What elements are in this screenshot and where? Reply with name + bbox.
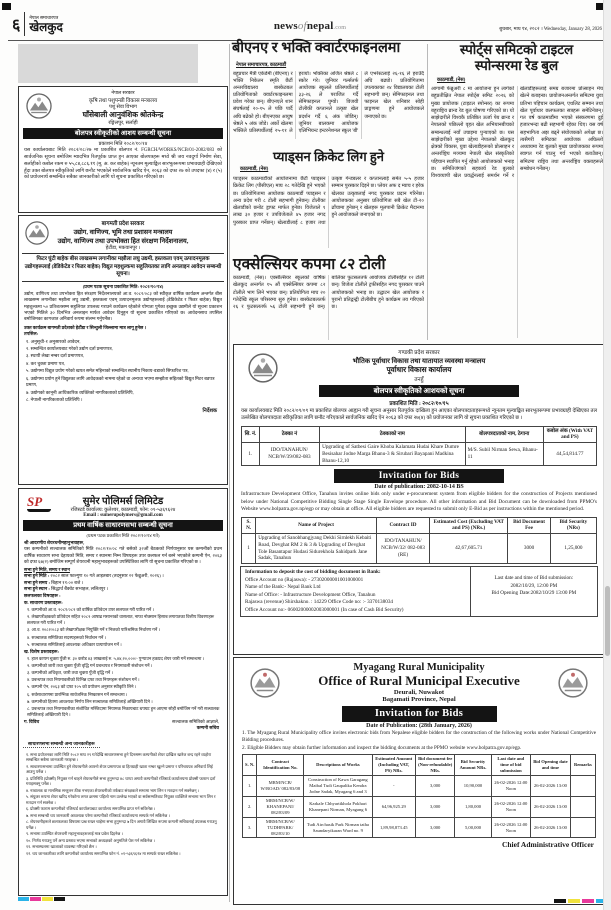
cell-amount: 44,54,814.77: [543, 443, 596, 466]
agm-when-rows: [19, 573, 227, 592]
cell-opening: 26-02-2026 13:00: [531, 775, 571, 796]
publication-date: (प्रथम पटक प्रकाशित मिति २०८२/१०/१४ गते): [86, 533, 160, 538]
article-body-padson: [233, 176, 424, 248]
col-header: Bid Document Fee: [508, 517, 551, 534]
cell-last-date: 26-02-2026 12:00 Noon: [491, 817, 531, 838]
list-item: १२. थप जानकारीका लागि कम्पनीको कार्यालय समयभित्र फोन नं. ०१-५३६९६२४ मा सम्पर्क राख्न सकिनेछ ।: [26, 850, 181, 856]
invitation-bar: Invitation for Bids: [334, 469, 504, 483]
gov-line: बागमती प्रदेश सरकार: [101, 221, 145, 227]
company-address: रजिस्टर्ड कार्यालय: कुलेश्वर, काठमाडौं, फोन: ०१-५३६९६२४: [70, 508, 176, 513]
province-emblem-icon: [248, 353, 278, 383]
col-header: Estimated Amount (Including VAT, PS) NRs.: [372, 754, 415, 775]
col-header: ठेक्काको नाम: [320, 426, 466, 443]
table-row: [243, 796, 596, 817]
municipality-logo-icon: [250, 668, 280, 698]
list-item: ३. आ.व. २०८२/०८३ को लेखापरीक्षक नियुक्ति गर्ने र निजको पारिश्रमिक निर्धारण गर्ने ।: [27, 627, 160, 633]
cell-last-date: 26-02-2026 12:00 Noon: [491, 796, 531, 817]
list-item: ५. सञ्चालक समितिलाई आवश्यक अधिकार प्रत्यायोजन गर्ने ।: [27, 641, 122, 647]
article-headline-padson: प्याड्सन क्रिकेट लिग हुने: [272, 149, 385, 164]
col-header: Bid Opening date and time: [531, 754, 571, 775]
list-item: ५. कम्पनी ऐन, २०६३ को दफा १०५ को प्रयोजन अनुसार स्वीकृति लिने ।: [27, 684, 137, 690]
table-row: [243, 817, 596, 838]
office-name: उद्योग, वाणिज्य तथा उपभोक्ता हित संरक्षण निर्देशनालय,: [57, 238, 189, 245]
table-header-row: [242, 517, 597, 534]
list-item: १. कम्पनीको आ.व. २०८१/०८२ को वार्षिक प्रतिवेदन उपर छलफल गरी पारित गर्ने ।: [27, 607, 154, 613]
table-row: [242, 534, 597, 564]
header-divider: [24, 12, 25, 36]
list-item: ३. प्रतिनिधि (प्रोक्सी) नियुक्त गर्न चाहने शेयरधनीले सभा हुनुभन्दा ४८ घण्टा अगावै कम्पनीको रजिस्टर्ड कार्यालयमा प्रोक्सी फाराम दर्ता गराइसक्नु पर्नेछ ।: [26, 775, 216, 787]
cell-opening: 26-02-2026 13:00: [531, 817, 571, 838]
publication-date: प्रकाशन मिति २०८२/१०/१४: [98, 142, 148, 147]
special-proposals: [19, 656, 227, 718]
cell-contract-id: IDO/TANAHUN/ NCB/W/32/ 082-083 (RE): [376, 534, 429, 564]
grayscale-image-placeholder: [18, 44, 198, 83]
print-corner-mark: [2, 3, 11, 10]
when-label-venue: सभा हुने स्थान :: [24, 585, 50, 591]
office-location: तनहुँ: [414, 377, 424, 383]
list-item: १. हाल कायम चुक्ता पुँजी रु. ३० करोड ४३ लाखलाई रु. ५,४४,२०,०००/- पुर्‍याउन हकप्रद शेयर जारी गर्ने सम्बन्धमा ।: [27, 656, 205, 662]
list-item: २. साधारणसभामा उपस्थित हुने शेयरधनीले आफ्नो शेयर प्रमाणपत्र वा हितग्राही खाता नम्बर खुल्ने प्रमाण र परिचयपत्र अनिवार्य लिई आउनु पर्नेछ ।: [26, 763, 213, 775]
agenda-label: छलफलका विषयहरू :: [24, 593, 61, 599]
yellow-patch: [42, 897, 53, 901]
cell-sn: 2.: [243, 796, 257, 817]
signer: निर्देशक: [202, 408, 217, 415]
when-label: सभा हुने मिति, समय र स्थान: [24, 566, 70, 572]
list-item: ७. कम्पनीको हितमा आवश्यक निर्णय लिन सञ्चालक समितिलाई अख्तियारी दिने ।: [27, 698, 153, 704]
list-item: ४. नाबालक वा मानसिक सन्तुलन ठीक नभएका शेयरधनीको तर्फबाट संरक्षकले सभामा भाग लिन र मतदान गर्न सक्नेछन् ।: [26, 787, 200, 793]
col-header: Descriptions of Works: [304, 754, 372, 775]
col-header: ठेक्का नं: [259, 426, 319, 443]
cyan-patch: [18, 897, 29, 901]
cell-security: 5,00,000: [455, 817, 491, 838]
list-item: ८. प्रबन्धपत्र तथा नियमावलीका संशोधित मस्जिदामा नियामक निकायबाट थपघट हुन आएमा सोही बमोजिम गर्ने गरी सञ्चालक समितिलाई अख्तियारी दिने ।: [27, 705, 220, 717]
invitation-body: Infrastructure Development Office, Tanahun invites online bids only under e-procurement system from eligible bidders for the construction of Projects mentioned below under National Competitive Bidding Single Stage Single Envelope procedure. All other information and Bid Document can be downloaded from PPMO's Website www.bolpatra.gov.np/egp or may obtain at office. All eligible bidders are requested to submit only E-Bid as per instructions within the mentioned period.: [241, 491, 597, 513]
gov-line: कृषि तथा पशुपन्छी विकास मन्त्रालय: [88, 98, 158, 104]
brand-nepal: nepal: [306, 20, 334, 32]
province-emblem-icon: [25, 221, 49, 245]
list-item: ६. उद्योगमा प्रयोग हुने विद्युतका लागि आवेदकको नाममा रहेको वा अन्यथा भएमा सम्झौता सहितको विद्युत मिटर बडपत्र प्रमाण,: [26, 375, 215, 388]
company-email: Email : sumerupolymers@gmail.com: [83, 513, 163, 518]
signature-block: [172, 719, 219, 732]
cell-fee: 3,000: [415, 775, 455, 796]
list-item: १०. निर्णय गराउनु पर्ने अन्य प्रस्ताव भएमा सभाको अध्यक्षको अनुमतिले पेश गर्न सकिनेछ ।: [26, 837, 155, 843]
gov-line: उद्योग, वाणिज्य, भूमि तथा प्रशासन मन्त्रालय: [73, 229, 173, 236]
municipality-logo-icon: [558, 668, 588, 698]
list-item: ४. प्रबन्धपत्र तथा नियमावलीको विभिन्न दफा तथा नियमहरू संशोधन गर्ने ।: [27, 677, 140, 683]
article-text: बहुप्रचार मैत्री एकेडेमी (बीएनए) र भक्ति निकेतन स्मृति छैटौं अन्तरविद्यालय बास्केटबल प्रतियोगिताको क्वार्टरफाइनलमा प्रवेश गरेका छन्। बीएनएले शान संघर्षलाई २०-१५ ले पछि पार्दै अघि बढेको हो। बीएनएका आयुष श्रेष्ठले ५ अंक जोडे। अर्को खेलमा भक्तिले प्रतिस्पर्धीलाई २५-११ ले हरायो। भक्तिका अजित श्रेष्ठले ८ स्कोर गरे। जुनियर गर्ल्सतर्फ आयोजक स्कूलले प्रतिस्पर्धीलाई ३३-२६ ले पराजित गर्दै सेमिफाइनल पुग्यो। विजयी टोलीकी कप्तानले उत्कृष्ट खेल प्रदर्शन गर्दै ६ अंक जोडिन्। जुनियर बालकमा आयोजक एलिभियन्ट इन्टरनेशनल स्कूल 'बी' ले एभरेस्टलाई २६-१६ ले हराउँदै अघि बढ्यो। प्रतियोगितामा उपत्यकाका २४ विद्यालयका टोली सहभागी छन्। सेमिफाइनल तथा फाइनल खेल शनिबार सोही प्राङ्गणमा हुने आयोजकले जनाएको छ।: [233, 72, 424, 134]
table-row: [243, 775, 596, 796]
cell-fee: 3000: [508, 534, 551, 564]
cell-sn: 3.: [243, 817, 257, 838]
col-header: Bid document fee (Non-refundable) NRs.: [415, 754, 455, 775]
column-rule-right: [427, 44, 428, 340]
notice-ido-tanahun: [233, 344, 605, 655]
article-headline-bna: बीएनए र भक्ति क्वार्टरफाइनलमा: [232, 40, 401, 56]
municipality-name: Myagang Rural Municipality: [353, 662, 485, 673]
cell-remarks: [570, 796, 595, 817]
bid-table: [241, 517, 597, 565]
list-item: ४. सञ्चालक समितिका सदस्यहरूको निर्वाचन गर्ने ।: [27, 634, 106, 640]
col-header: Bid Security (NRs): [550, 517, 596, 534]
general-proposals-label: क. साधारण प्रस्तावहरू:: [24, 599, 63, 605]
notice-agriculture-tender: [18, 86, 228, 213]
invitation-paragraph: 1. The Myagang Rural Municipality office invites electronic bids from Nepalese eligible bidders for the construction of the following works under National Competitive Bidding procedures.: [242, 730, 596, 744]
bank-line: Office Account no (Rajaswa): - 27302000001001000001: [245, 576, 364, 583]
col-header: Contract ID: [376, 517, 429, 534]
black-patch: [554, 899, 566, 903]
government-emblem-icon: [26, 93, 52, 119]
bank-line: Rajaswa (revenue) Shirshakno. : 14229 Office Code no: :- 3370138034: [245, 599, 394, 606]
tapasil-label: तपसिल:: [24, 331, 39, 337]
list-item: ५. उद्योगमा विद्युत प्रयोग गरेको खपत समेत महिनाको सम्बन्धित स्थानीय निकाय-वडाको सिफारिश पत्र,: [26, 368, 189, 374]
company-name: सुमेर पोलिमर्स लिमिटेड: [82, 496, 164, 507]
newspaper-brand: [250, 20, 370, 32]
dateline: बुधबार, माघ १४, २०८२ । Wednesday, January 28, 2026: [499, 27, 602, 32]
brand-of: of: [297, 20, 307, 32]
document-checklist: [19, 339, 227, 404]
gov-line: गण्डकी प्रदेश सरकार: [398, 350, 440, 356]
cell-estimate: -: [372, 775, 415, 796]
table-header-row: [243, 754, 596, 775]
table-row: [242, 443, 597, 466]
office-name: Office of Rural Municipal Executive: [318, 673, 520, 688]
page-header-left: [12, 12, 63, 36]
page-number: ६: [12, 17, 21, 34]
col-header: बोलपत्रदाताको नाम, ठेगाना: [465, 426, 543, 443]
gov-line: नेपाल सरकार: [111, 91, 135, 96]
list-item: ११. सभास्थलमा खाजाको व्यवस्था गरिएको छैन ।: [26, 844, 97, 850]
list-item: ५. संयुक्त रूपमा शेयर खरिद गरेकोमा लगत क्रममा पहिलो नाम उल्लेख भएको वा सर्वसम्मतिबाट नियुक्त व्यक्तिले सभामा भाग लिन र मतदान गर्न सक्नेछ ।: [26, 794, 216, 805]
list-item: २. कम्पनीको जारी तथा चुक्ता पुँजी वृद्धि गर्न प्रबन्धपत्र र नियमावली संशोधन गर्ने ।: [27, 663, 153, 669]
scrollbar-thumb[interactable]: [605, 586, 610, 656]
cell-description: Karkale Chhyartikhola Pokhari Khanepani Nirman, Myagang 6: [304, 796, 372, 817]
bank-details: [241, 567, 471, 616]
list-item: ६. प्रोक्सी फाराम कम्पनीको रजिस्टर्ड कार्यालयबाट कार्यालय समयभित्र प्राप्त गर्न सकिनेछ ।: [26, 806, 156, 812]
list-item: ८. शेयरधनीहरूले छलफलका विषयमा प्रश्न राख्न चाहेमा सभा हुनुभन्दा ७ दिन अगावै लिखित रूपमा कम्पनी सचिवलाई उपलब्ध गराउनु पर्नेछ ।: [26, 819, 217, 830]
general-proposals: [19, 607, 227, 647]
headline-line1: स्पोर्ट्स समिटको टाइटल: [459, 42, 574, 57]
col-header: Contract Identification No.: [257, 754, 304, 775]
cell-sn: 1: [242, 534, 256, 564]
notice-sumer-polymers-agm: [18, 488, 228, 896]
yellow-patch: [568, 899, 580, 903]
cell-contract: IDO/TANAHUN/ NCB/W/39/082-083: [259, 443, 319, 466]
cell-estimate: 64,96,925.29: [372, 796, 415, 817]
article-byline-redbull: काठमाडौं, (नेस): [437, 78, 466, 83]
sp-logo-text: SP: [27, 494, 43, 509]
bank-line: Name of Office: - Infrastructure Development Office, Tanahun: [245, 591, 376, 598]
list-item: ७. सभा सम्बन्धी थप जानकारी आवश्यक परेमा कम्पनीको रजिस्टर्ड कार्यालयमा सम्पर्क गर्न सकिनेछ ।: [26, 812, 170, 818]
cell-bidder: M/S. Subil Nirman Sewa, Bhanu-11: [465, 443, 543, 466]
headline-line2: स्पोन्सरमा रेड बुल: [474, 58, 559, 74]
list-item: १. अनुसूची-१ अनुसारको आवेदन,: [26, 338, 81, 344]
misc-item: ग. विविध: [24, 718, 40, 724]
magenta-patch: [30, 897, 41, 901]
notice-title-bar: प्रथम वार्षिक साधारणसभा सम्बन्धी सूचना: [23, 520, 223, 531]
article-byline-padson: काठमाडौं, (नेस): [240, 167, 269, 172]
other-info-label: साधारणसभा सम्बन्धी अन्य जानकारीहरू: [23, 741, 100, 748]
publication-date: Date of Publication: (28th January, 2026): [366, 723, 472, 729]
cell-security: 1,80,000: [455, 796, 491, 817]
article-body-bna: [233, 71, 424, 139]
cell-sn: 1.: [243, 775, 257, 796]
signature-line1: सञ्चालक समितिको आज्ञाले,: [171, 718, 219, 724]
intent-award-table: [241, 426, 597, 467]
article-headline-excelsior: एक्सेल्सियर कपमा ८२ टोली: [233, 256, 386, 273]
notice-title-bar: बोलपत्र स्वीकृतिको आशयको सूचना: [319, 385, 519, 397]
cell-fee: 3,000: [415, 796, 455, 817]
province-line: Bagamati Province, Nepal: [382, 696, 456, 703]
bid-table: [242, 754, 596, 839]
notice-note: उक्त कार्यक्रम बागमती प्रदेशको हेटौंडा र सिन्धुली जिल्लामा मात्र लागू हुनेछ ।: [24, 324, 147, 330]
bank-info-box: [240, 566, 598, 617]
table-header-row: [242, 426, 597, 443]
masthead-small: नेपाल समाचारपत्र: [29, 14, 59, 20]
article-text: काठमाडौं, (नेस)। एक्सेल्सियर स्कूलको वार्षिक खेलकुद अन्तर्गत १५ औं एक्सेल्सियर कपमा ८२ टोलीले भाग लिने भएका छन्। प्रतियोगिता माघ २० गतेदेखि स्कूल परिसरमा सुरु हुनेछ। बास्केटबलतर्फ २६ र फुटसलतर्फ ५६ टोली सहभागी हुने छन्। बालिका फुटसलतर्फ आयोजक टोलीसहित १२ टोली छन्। विजेता टोलीले ट्रफीसहित नगद पुरस्कार पाउने आयोजकको भनाइ छ। उद्घाटन खेल आयोजक र पुरानो प्रतिद्वन्द्वी टोलीबीच हुने कार्यक्रम तय गरिएको छ।: [233, 276, 424, 310]
article-body-excelsior: [233, 275, 424, 340]
bid-deadline: [471, 567, 597, 616]
article-byline-bna: नेपाल समाचारपत्र, काठमाडौं: [236, 63, 287, 68]
list-item: ४. कर चुक्ता प्रमाण पत्र,: [26, 360, 65, 366]
column-rule-left: [229, 44, 230, 902]
cell-project: Upgrading of Sanobhangjyang Dekhi Sirnlekh Kebaiti Road, Devghat RM 2 & 3 & Upgrading of Devghat Tole Basantapur Hudasi Sidurekhola Sahidpark Jane Sadak, Tanahun: [256, 534, 377, 564]
article-text: प्याड्सन काठमाडौंको आयोजनामा छैटौं प्याड्सन क्रिकेट लिग (पीसीएल) माघ २८ गतेदेखि हुने भएको छ। प्रतियोगितामा आयोजक काठमाडौं प्याड्सन र अन्य प्रदेश गरी ८ टोली सहभागी हुनेछन्। टोलीका खेलाडीको छनोट ड्राफ्ट मार्फत हुनेछ। विजेताले १ लाख ३० हजार र उपविजेताले ४५ हजार नगद पुरस्कार प्राप्त गर्नेछन्। खेलाडीलाई ८ हजार तथा उत्कृष्ट गेन्डबलर र कप्तानलाई समेत ५-५ हजार सम्मान पुरस्कार दिइने छ। प्लेयर अफ द म्याच र हरेक खेलका उत्कृष्टलाई नगद पुरस्कार प्रदान गरिनेछ। आयोजकका अनुसार प्रतियोगिता सबै खेल टी-२० ढाँचामा हुनेछन् र खेलहरू मूलपानी क्रिकेट मैदानमा हुने आयोजकले जनाएको छ।: [233, 177, 424, 226]
cell-description: Construction of Kawa Garagang Maibal Tudi Gaupalika Kendra Jodne Sadak, Myagang 6 and 3: [304, 775, 372, 796]
article-headline-redbull: [429, 42, 604, 74]
sp-logo-swoosh: [27, 509, 51, 512]
notice-myagang-bids: [233, 657, 605, 905]
cell-description: Tudi Airchasik Park Nirman tatha Saundaryikaran Ward no. 9: [304, 817, 372, 838]
black-patch: [54, 897, 65, 901]
when-value-time: बिहान ११:०० बजे ।: [51, 579, 84, 585]
notice-industry-electricity: [18, 215, 228, 485]
list-item: ६. सर्वसाधारणमा प्रारम्भिक सार्वजनिक निष्कासन गर्ने सम्बन्धमा ।: [27, 691, 128, 697]
print-color-bar-right: [554, 899, 605, 903]
when-label-time: सभा हुने समय :: [24, 579, 51, 585]
list-item: २. लेखापरीक्षकको प्रतिवेदन सहित २०८२ आषाढ मसान्तको वासलात, नाफा नोक्सान हिसाब लगायतका वित्तीय विवरणहरू छलफल गरी पारित गर्ने ।: [27, 614, 215, 626]
agm-other-info: [19, 751, 227, 857]
office-location: हेटौंडा, मकवानपुर ।: [105, 246, 141, 251]
gov-line: भौतिक पूर्वाधार विकास तथा यातायात व्यवस्था मन्त्रालय: [352, 358, 486, 365]
cell-name: Upgrading of Satbesi Gaire Khoba Kalamata Hudai Khare Dumre Besisahar Jodne Marga Bhanu-3 & Sirubari Bayapani Madkina Bhanu-12,10: [320, 443, 466, 466]
bank-line: Office Account no:- 06002000002003000001 (In case of Cash Bid Security): [245, 606, 404, 613]
col-header: कबोल अंक (With VAT and PS): [543, 426, 596, 443]
bank-line: Name of the Bank:- Nepal Bank Ltd: [245, 584, 321, 591]
list-item: ३. कम्पनीको अधिकृत, जारी तथा चुक्ता पुँजी वृद्धि गर्ने ।: [27, 670, 113, 676]
list-item: ९. सभामा उपस्थित शेयरधनी महानुभावहरूलाई मात्र प्रवेश दिइनेछ ।: [26, 831, 123, 837]
office-name: पूर्वाधार विकास कार्यालय: [386, 365, 452, 374]
bank-title: Information to deposit the cost of bidding document in Bank:: [245, 569, 381, 576]
when-label-date: सभा हुने मिति :: [24, 573, 50, 579]
publication-date: प्रकाशित मिति : २०८२/१०/१५: [389, 401, 449, 407]
notice-title-bar: बोलपत्र स्वीकृतीको आशय सम्बन्धी सूचना: [23, 128, 223, 139]
signer: Chief Administrative Officer: [501, 840, 594, 850]
list-item: १. सभा प्रयोजनका लागि मिति २०८२ माघ २९ गतेदेखि साधारणसभा हुने दिनसम्म कम्पनीको शेयर दाखिल खारेज बन्द रहने व्यहोरा सम्बन्धित सबैमा जानकारी गराइन्छ ।: [26, 751, 212, 763]
scrollbar-track[interactable]: [603, 0, 611, 910]
list-item: ७. उद्योगको कानूनी आधिकारिक व्यक्तिको नागरिकताको प्रतिलिपि,: [26, 389, 134, 395]
col-header: S. N.: [243, 754, 257, 775]
cell-contract-id: MRM/NCB/W/ KHANEPANI/ 082/83/09: [257, 796, 304, 817]
agm-intro: यस कम्पनीको सञ्चालक समितिको मिति २०८२/१०/०८ गते बसेको ३२औं बैठकको निर्णयानुसार यस कम्पनीको प्रथम वार्षिक साधारण सभा देहायको मिति, समय र स्थानमा निम्न विषयहरू उपर छलफल गर्न बस्ने भएकोले कम्पनी ऐन, २०६३ को दफा ६७(२) बमोजिम सम्पूर्ण शेयरधनी महानुभावहरूको उपस्थितिका लागि यो सूचना प्रकाशित गरिएको छ ।: [24, 546, 222, 565]
cell-opening: 26-02-2026 13:00: [531, 796, 571, 817]
col-header: S. N.: [242, 517, 256, 534]
publication-date: (प्रथम पटक सूचना प्रकाशित मिति: २०८२/१०/१४): [82, 283, 164, 289]
col-header: सि. नं.: [242, 426, 260, 443]
notice-body: यस कार्यालयबाट मिति २०८२/०९/०९ मा प्रकाशित बोलपत्र आह्वान गरी सूचना अनुसार रितपूर्वक दाखिला हुन आएका बोलपत्रदाताहरूमध्ये न्यूनतम मूल्याङ्कित सारभूतरूपमा प्रभावग्राही देखिएका तल उल्लेखित बोलपत्रदाता स्वीकृतिका लागि छनौट गरिएकाले सार्वजनिक खरिद ऐन २०६३ को दफा २७(४) को प्रयोजनका लागि यो सूचना प्रकाशित गरिएको छ ।: [241, 408, 597, 422]
brand-tld: .com: [333, 25, 347, 31]
cell-last-date: 26-02-2026 12:00 Noon: [491, 775, 531, 796]
article-text: आगामी फेब्रुअरी ८ मा आयोजना हुन लागेको बहुप्रतीक्षित नेपाल स्पोर्ट्स समिट २०२६ को मुख्य प्रायोजक (टाइटल स्पोन्सर) का रूपमा बहुराष्ट्रिय ब्रान्ड रेड बुल घोषणा गरिएको छ। यो साझेदारीले विश्वकै प्रतिष्ठित ऊर्जा पेय ब्रान्ड र नेपालको पछिल्लो वृहत खेल अभियानबीचको सम्बन्धलाई नयाँ उचाइमा पुर्‍याएको छ। यस साझेदारीको मुख्य उद्देश्य नेपालको खेलकुद क्षेत्रको विकास, युवा खेलाडीहरूको प्रोत्साहन र अन्तर्राष्ट्रिय मञ्चमा नेपाली खेल संस्कृतिको पहिचान स्थापित गर्नु रहेको आयोजकको भनाइ छ। समितिजंगको सहकार्य रेड बुलको विश्वव्यापी खेल प्रवर्द्धनलाई समर्थन गर्ने र खेलाडीहरूलाई समग्र बजारमा प्रोत्साहन मेच खेल्ने बताइन्छ। प्रायोजनअन्तर्गत समिटमा युवा प्रतिभा पहिचान कार्यक्रम, एथलिट सम्मान तथा खेल पूर्वाधार छलफलका सत्रहरू समेटिनेछन्। गत वर्ष काठमाडौंमा भएको संस्करणमा दुई हजारभन्दा बढी सहभागी रहेका थिए। यस वर्ष सहभागिता अझ बढ्ने संयोजकको अपेक्षा छ। त्यसैगरी समिटका आयोजक अघिल्लो अध्यायमा रेड बुलको मुख्य प्रायोजकका रूपमा स्वागत गर्न पाउनु गर्व भएको बताउँछन्। समिटमा राष्ट्रिय तथा अन्तर्राष्ट्रिय वक्ताहरूले सम्बोधन गर्नेछन्।: [431, 87, 603, 179]
cell-security: 10,90,000: [455, 775, 491, 796]
cell-remarks: [570, 817, 595, 838]
deadline-line: Last date and time of Bid submission:: [494, 575, 574, 582]
list-item: २. सम्बन्धित कार्यालयबाट गरेको उद्योग दर्ता प्रमाणपत्र,: [26, 346, 113, 352]
notice-body: यस कार्यालयबाट मिति २०८२/०८/२७ मा प्रकाशित बोलपत्र नं. FGRCH/WORKS/NCB/01-2082/083 को सार्वजनिक सूचना बमोजिम म्यादभित्र रितपूर्वक प्राप्त हुन आएका बोलपत्रहरू मध्ये श्री जय नवदुर्गा निर्माण सेवा, सर्लाहीको कबोल रकम रु ५५,८४,८८६.११ (मू. अ. कर बाहेक) न्यूनतम मूल्याङ्कित सारभूतरूपमा प्रभावग्राही देखिएको हुँदा उक्त बोलपत्र स्वीकृतिको लागि छनौट भएकोले सार्वजनिक खरिद ऐन, २०६३ को दफा २७ को उपदफा (४) र (५) को प्रयोजनार्थ सम्बन्धित सबैका जानकारीको लागि यो सूचना प्रकाशित गरिएको छ।: [24, 148, 222, 181]
col-header: Last date and time of bid submission: [491, 754, 531, 775]
deadline-line: Bid Opening Date:2082/10/29 13:00 PM: [491, 590, 577, 597]
company-logo-sp: [27, 495, 53, 517]
print-color-bar-left: [18, 897, 65, 901]
when-value-venue: सिद्धार्थ बैंक्वेट सभाहल, ललितपुर ।: [51, 585, 109, 591]
col-header: Remarks: [570, 754, 595, 775]
gov-line: पशु सेवा विभाग: [109, 105, 137, 110]
magenta-patch: [582, 899, 594, 903]
cell-security: 1,25,000: [550, 534, 596, 564]
salutation: श्री आदरणीय शेयरधनीमहानुभावहरू,: [24, 540, 85, 545]
deadline-line: 2082/10/29, 12:00 PM: [510, 582, 558, 589]
col-header: Estimated Cost (Excluding VAT and PS) (NRs.): [430, 517, 508, 534]
publication-date-en: Date of publication: 2082-10-14 BS: [374, 484, 464, 491]
cell-estimate: 42,67,605.71: [430, 534, 508, 564]
office-location: रङ्गिलपुर, सर्लाही: [108, 121, 138, 126]
notice-subject: फिटर घुंटी बाहेक बीस लाखसम्म लगानीका मझौला लघु उद्यमी, हस्तकला एवम् उत्पादनमूलक उद्योगहरूलाई (डेडिकेटेड र फिडर बाहेक) विद्युत महशुल्कमा सहुलियतका लागि अनलाइन आवेदन सम्बन्धी सूचना।: [22, 253, 224, 282]
special-proposals-label: ख. विशेष प्रस्तावहरू:: [24, 648, 60, 654]
col-header: Bid Security Amount NRs.: [455, 754, 491, 775]
cell-contract-id: MRM/NCB/W/ TUDHPARK/ 082/83/10: [257, 817, 304, 838]
invitation-bar: Invitation for Bids: [342, 706, 497, 722]
col-header: Name of Project: [256, 517, 377, 534]
invitation-paragraph: 2. Eligible Bidders may obtain further information and inspect the bidding documents at the PPMO website www.bolpatra.gov.np/egp.: [242, 744, 522, 751]
cell-remarks: [570, 775, 595, 796]
list-item: ३. स्थायी लेखा नम्बर दर्ता प्रमाणपत्र,: [26, 353, 84, 359]
notice-body: उद्योग, वाणिज्य तथा उपभोक्ता हित संरक्षण निर्देशनालयको आ.व. २०८२/०८३ को स्वीकृत वार्षिक कार्यक्रम अन्तर्गत बीस लाखसम्म लगानीका मझौला लघु उद्यमी, हस्तकला एवम् उत्पादनमूलक उद्योगहरूलाई (डेडिकेटेड र फिडर बाहेक) विद्युत महशुल्कमा ५० प्रतिशतसम्म सहुलियत उपलब्ध गराउने कार्यक्रम रहेकोले योग्यता पुगेका इच्छुक उद्यमीले यो सूचना प्रकाशन भएको मितिले ३० दिनभित्र अनलाइन मार्फत आवेदन दिनुहुन यो सूचना प्रकाशित गरिएको छ। आवेदनसाथ तपसिल बमोजिमका कागजात अनिवार्य रूपमा संलग्न गर्नुपर्नेछ।: [24, 290, 222, 322]
cell-contract-id: MRM/NCB/ W/ROAD/ 082/83/08: [257, 775, 304, 796]
office-name: घाँसेबाली आनुवंशिक श्रोतकेन्द्र: [82, 110, 164, 119]
cell-sn: 1.: [242, 443, 260, 466]
article-body-redbull: [431, 86, 603, 338]
signature-line2: कम्पनी सचिव: [196, 725, 219, 731]
brand-news: news: [273, 20, 298, 32]
cell-fee: 3,000: [415, 817, 455, 838]
section-title: खेलकुद: [29, 19, 63, 34]
when-value-date: २०८२ साल फाल्गुण १० गते आइतबार (तदनुसार २२ फेब्रुअरी, २०२६) ।: [50, 573, 164, 579]
office-location: Deurali, Nuwakot: [393, 689, 445, 696]
cell-estimate: 1,89,98,873.45: [372, 817, 415, 838]
list-item: ८. नेपाली नागरिकताको प्रतिलिपि ।: [26, 397, 83, 403]
